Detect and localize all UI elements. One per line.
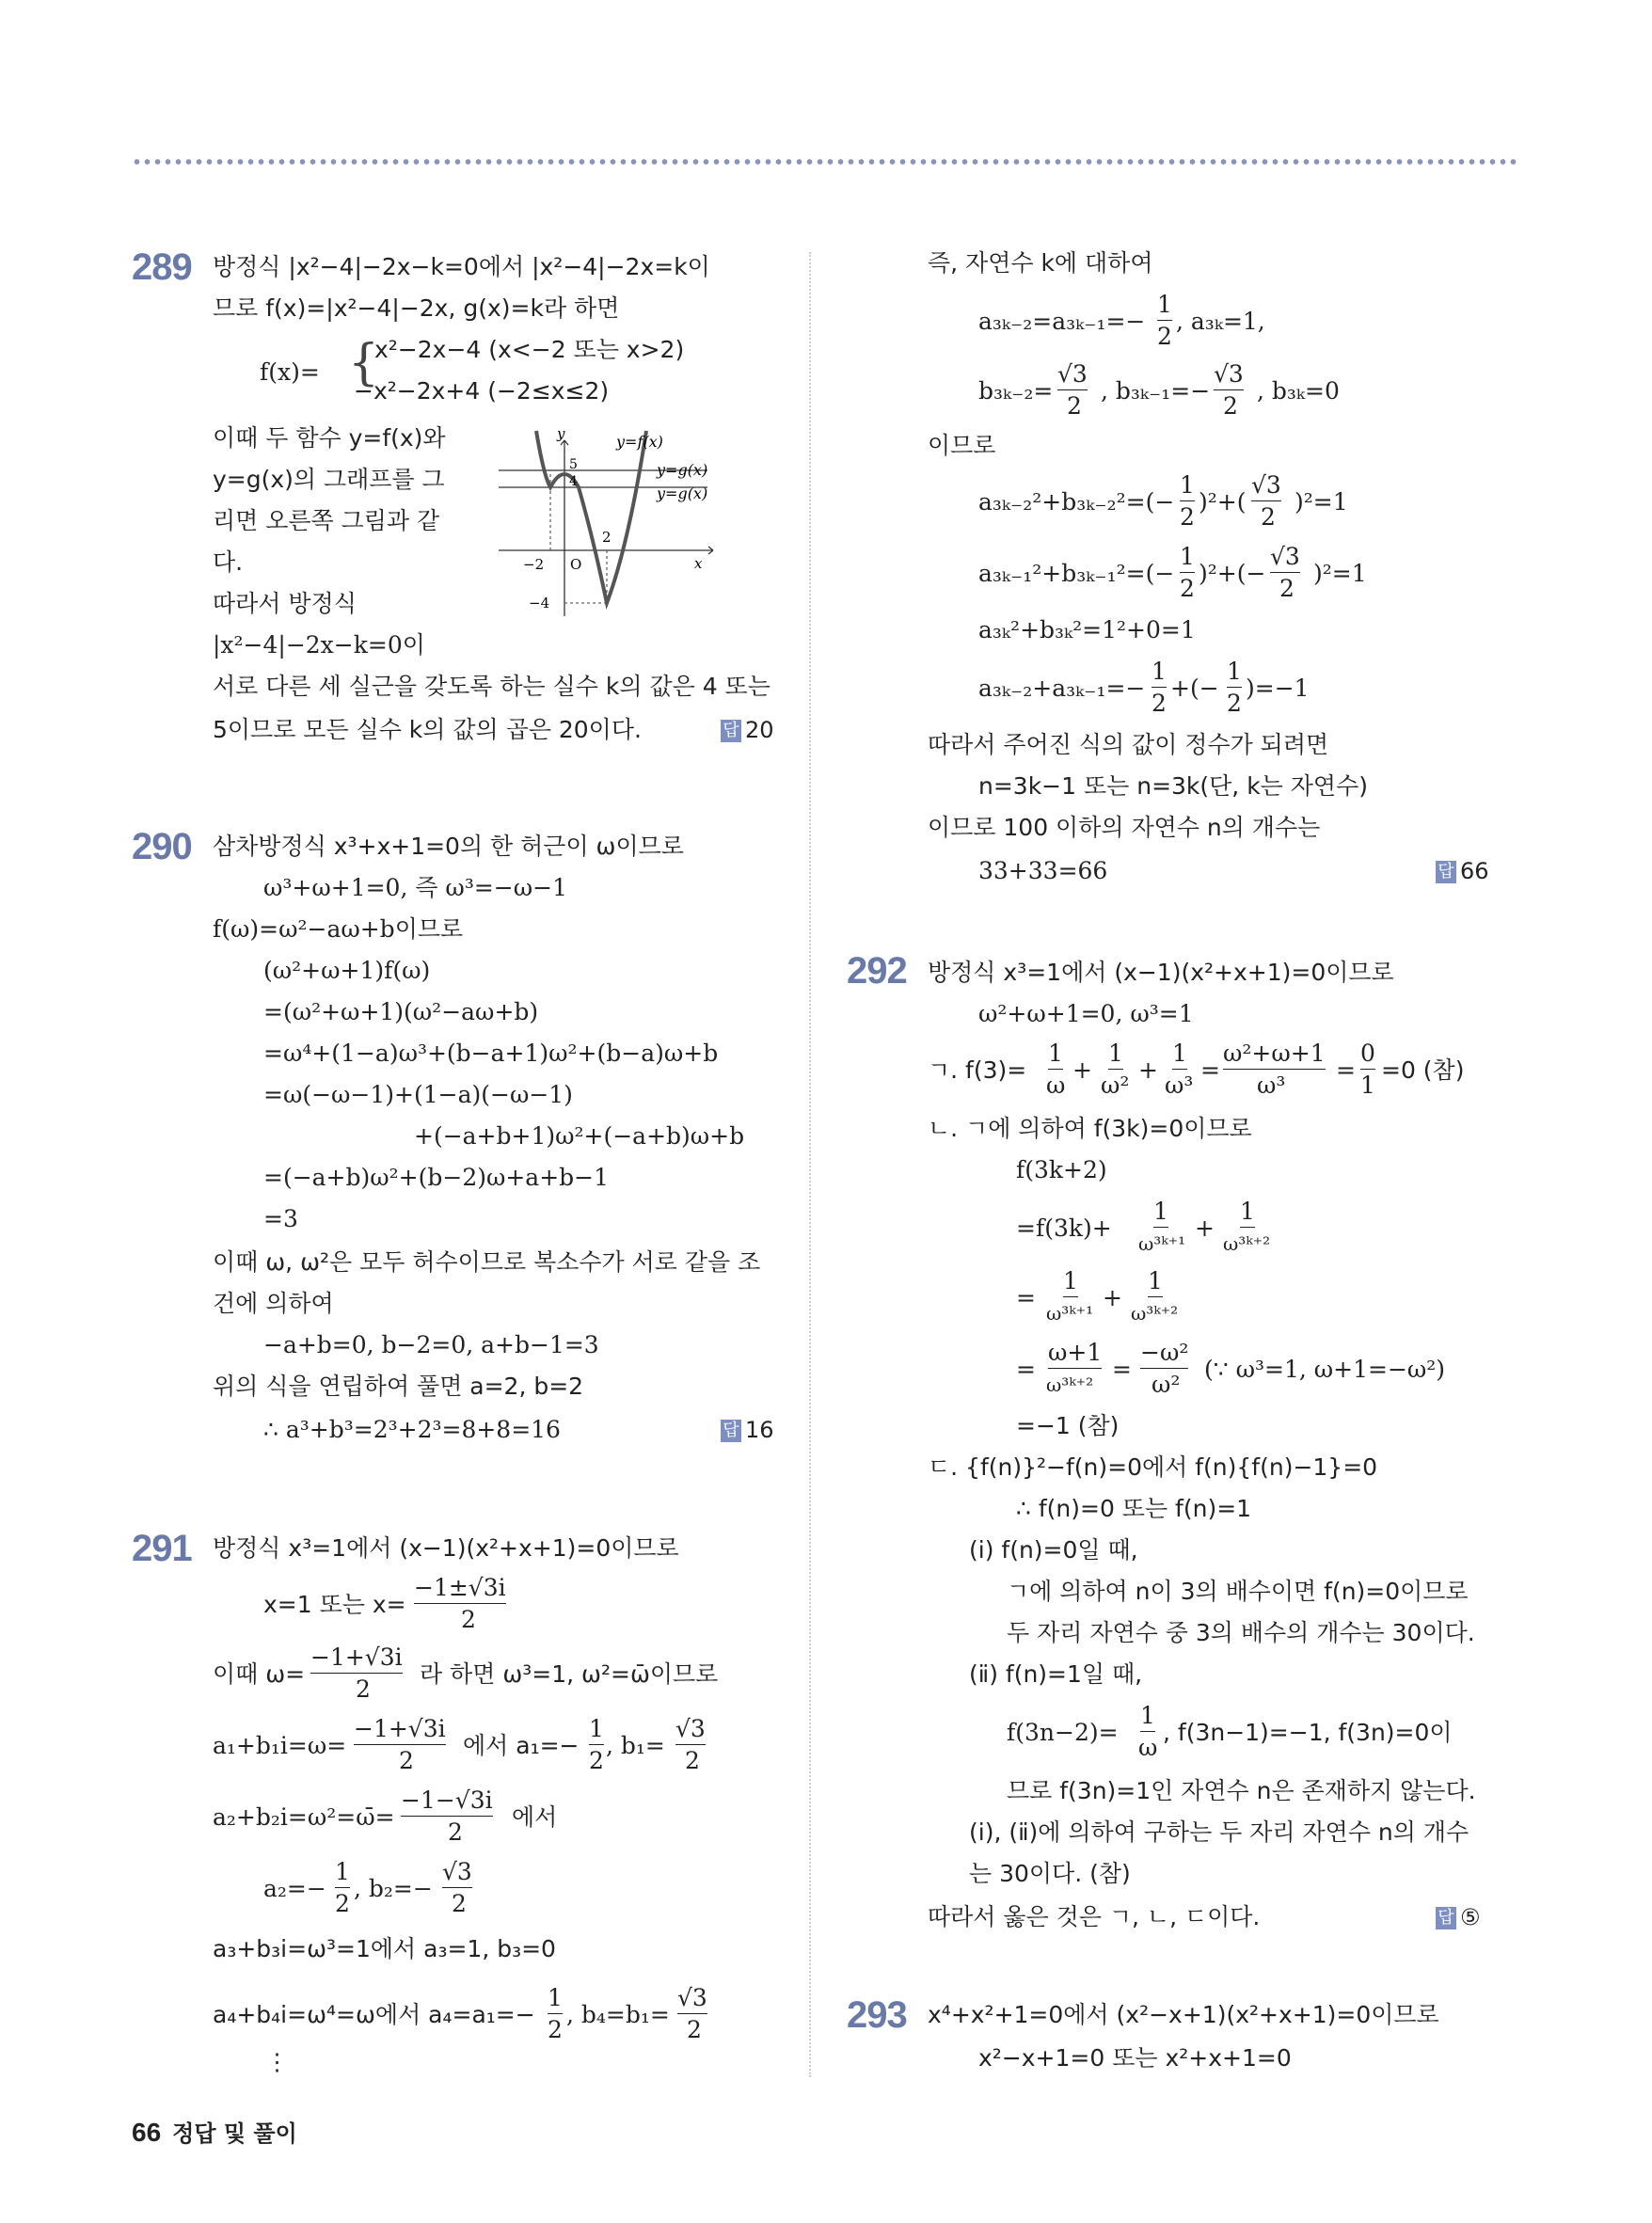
math-line: )²+(− <box>1199 560 1266 587</box>
answer-mark: 답 <box>721 1420 741 1442</box>
origin: O <box>570 556 582 573</box>
math-line: ω³+ω+1=0, 즉 ω³=−ω−1 <box>263 874 567 901</box>
math-line: a₂=− <box>263 1875 326 1902</box>
text-line: 는 30이다. (참) <box>969 1860 1131 1887</box>
math-line: a₃ₖ₋₂²+b₃ₖ₋₂²=(− <box>978 488 1175 516</box>
math-line: 라 하면 ω³=1, ω²=ω̄이므로 <box>420 1660 719 1688</box>
math-line: n=3k−1 또는 n=3k(단, k는 자연수) <box>978 772 1368 800</box>
frac-den: 2 <box>448 1818 463 1846</box>
math-line: ∴ a³+b³=2³+2³=8+8=16 <box>263 1416 561 1443</box>
math-line: 이때 ω= <box>213 1660 306 1688</box>
math-op: = <box>1200 1056 1220 1084</box>
math-op: = <box>1016 1356 1036 1383</box>
math-line: b₃ₖ₋₂= <box>978 377 1054 405</box>
math-line: 에서 <box>512 1803 558 1831</box>
text-line: (ⅰ), (ⅱ)에 의하여 구하는 두 자리 자연수 n의 개수 <box>969 1818 1469 1846</box>
math-line: (ⅱ) f(n)=1일 때, <box>969 1660 1143 1688</box>
text-line: 이때 두 함수 y=f(x)와 <box>213 424 446 452</box>
frac-den: 2 <box>1157 323 1172 350</box>
math-line: )²+( <box>1199 488 1247 516</box>
answer <box>721 1417 774 1443</box>
answer-value: ⑤ <box>1460 1904 1481 1930</box>
text-line: 위의 식을 연립하여 풀면 a=2, b=2 <box>213 1373 584 1400</box>
frac-num: 1 <box>335 1857 350 1888</box>
problem-number: 290 <box>132 826 192 867</box>
math-op: = <box>1336 1056 1356 1084</box>
math-line: (∵ ω³=1, ω+1=−ω²) <box>1204 1356 1446 1383</box>
math-line: f(3n−2)= <box>1007 1719 1119 1746</box>
frac-num: 1 <box>1157 290 1172 321</box>
text-line: ㄱ에 의하여 n이 3의 배수이면 f(n)=0이므로 <box>1007 1578 1469 1605</box>
text-line: 서로 다른 세 실근을 갖도록 하는 실수 k의 값은 4 또는 <box>213 673 770 700</box>
text-line: 5이므로 모든 실수 k의 값의 곱은 20이다. <box>213 716 642 743</box>
math-line: =ω(−ω−1)+(1−a)(−ω−1) <box>263 1081 573 1108</box>
text-line: 따라서 옳은 것은 ㄱ, ㄴ, ㄷ이다. <box>928 1903 1261 1930</box>
math-line: a₃ₖ²+b₃ₖ²=1²+0=1 <box>978 616 1196 643</box>
text-line: 삼차방정식 x³+x+1=0의 한 허근이 ω이므로 <box>213 833 684 860</box>
math-line: f(ω)=ω²−aω+b이므로 <box>213 915 464 943</box>
frac-den: 2 <box>1152 690 1167 717</box>
frac-den: ω³ <box>1257 1072 1286 1099</box>
math-line: x²−2x−4 (x<−2 또는 x>2) <box>374 336 685 363</box>
math-line: f(3k+2) <box>1016 1156 1107 1183</box>
frac-den: 2 <box>1180 575 1195 602</box>
frac-num: √3 <box>675 1714 706 1745</box>
text-line: 따라서 주어진 식의 값이 정수가 되려면 <box>928 731 1329 758</box>
frac-num: ω²+ω+1 <box>1223 1039 1326 1070</box>
math-op: + <box>1103 1284 1122 1311</box>
math-line: =ω⁴+(1−a)ω³+(b−a+1)ω²+(b−a)ω+b <box>263 1040 719 1067</box>
math-line: ㄷ. {f(n)}²−f(n)=0에서 f(n){f(n)−1}=0 <box>928 1453 1378 1481</box>
math-line: 33+33=66 <box>978 857 1108 884</box>
tick-minus-4: −4 <box>529 595 550 611</box>
brace: { <box>348 335 380 391</box>
frac-den: 2 <box>589 1747 604 1774</box>
math-line: |x²−4|−2x−k=0이 <box>213 631 425 659</box>
math-line: a₃ₖ₋₂+a₃ₖ₋₁=− <box>978 675 1146 702</box>
text-line: 므로 f(x)=|x²−4|−2x, g(x)=k라 하면 <box>213 294 620 322</box>
math-line: , f(3n−1)=−1, f(3n)=0이 <box>1163 1719 1453 1746</box>
frac-den: 2 <box>399 1747 414 1774</box>
frac-den: 2 <box>1223 392 1238 420</box>
frac-num: 1 <box>1140 1701 1155 1732</box>
frac-num: −1+√3i <box>310 1643 403 1674</box>
frac-num: √3 <box>1057 359 1088 390</box>
answer <box>1436 1904 1481 1930</box>
curve-f <box>536 431 646 603</box>
math-op: + <box>1138 1056 1158 1084</box>
problem-number: 292 <box>847 950 907 992</box>
frac-num: √3 <box>1214 359 1244 390</box>
math-line: −a+b=0, b−2=0, a+b−1=3 <box>263 1331 599 1358</box>
frac-num: ω+1 <box>1048 1338 1102 1369</box>
math-line: =(ω²+ω+1)(ω²−aω+b) <box>263 998 539 1025</box>
math-line: a₃ₖ₋₂=a₃ₖ₋₁=− <box>978 308 1146 335</box>
tick-5: 5 <box>569 457 578 472</box>
answer-mark: 답 <box>1436 1907 1456 1929</box>
frac-num: −1±√3i <box>414 1573 506 1604</box>
math-line: , b₄=b₁= <box>566 2001 670 2028</box>
math-line: ㄱ. f(3)= <box>928 1056 1027 1084</box>
text-line: 이므로 100 이하의 자연수 n의 개수는 <box>928 814 1321 841</box>
math-line: +(− <box>1170 675 1219 702</box>
y-label: y <box>557 425 565 442</box>
text-line: 이므로 <box>928 432 996 459</box>
text-line: 방정식 x³=1에서 (x−1)(x²+x+1)=0이므로 <box>213 1534 679 1562</box>
frac-num: 1 <box>1048 1039 1063 1070</box>
frac-num: √3 <box>1251 470 1281 501</box>
frac-num: −1+√3i <box>354 1714 446 1745</box>
f-label: y=f(x) <box>616 433 663 451</box>
math-line: =f(3k)+ <box>1016 1215 1112 1242</box>
math-line: x=1 또는 x= <box>263 1591 406 1618</box>
frac-num: √3 <box>677 1983 707 2014</box>
text-line: 따라서 방정식 <box>213 590 357 617</box>
frac-num: 1 <box>589 1714 604 1745</box>
frac-den: ω³ᵏ⁺² <box>1046 1373 1094 1396</box>
frac-den: 2 <box>1227 690 1242 717</box>
frac-num: 1 <box>1152 657 1167 688</box>
frac-den: ω² <box>1101 1072 1130 1099</box>
math-line: 에서 a₁=− <box>463 1732 580 1759</box>
frac-num: −ω² <box>1140 1338 1188 1369</box>
frac-den: 2 <box>687 2016 702 2043</box>
frac-num: 1 <box>1180 542 1195 573</box>
tick-2: 2 <box>602 529 612 546</box>
frac-den: 2 <box>1261 503 1276 531</box>
answer-value: 66 <box>1460 858 1489 884</box>
problem-number: 293 <box>847 1994 907 2036</box>
answer-mark: 답 <box>1436 861 1456 883</box>
graph-289 <box>499 423 715 621</box>
frac-den: 2 <box>461 1606 476 1633</box>
math-line: f(x)= <box>260 358 320 386</box>
page-footer <box>132 2115 297 2148</box>
frac-num: √3 <box>1270 542 1300 573</box>
math-line: a₁+b₁i=ω= <box>213 1732 347 1759</box>
frac-num: 1 <box>1180 470 1195 501</box>
text-line: 건에 의하여 <box>213 1290 334 1317</box>
math-op: = <box>1112 1356 1132 1383</box>
frac-den: ω³ <box>1165 1072 1194 1099</box>
text-line: 즉, 자연수 k에 대하여 <box>928 249 1153 277</box>
math-line: −x²−2x+4 (−2≤x≤2) <box>354 377 610 405</box>
frac-num: 1 <box>1172 1039 1187 1070</box>
math-line: =−1 (참) <box>1016 1412 1120 1439</box>
text-line: 이때 ω, ω²은 모두 허수이므로 복소수가 서로 같을 조 <box>213 1248 761 1276</box>
frac-num: 1 <box>1063 1266 1078 1297</box>
frac-den: 2 <box>1067 392 1082 420</box>
math-line: =3 <box>263 1205 298 1232</box>
math-line: )²=1 <box>1313 560 1367 587</box>
frac-den: ω³ᵏ⁺² <box>1223 1232 1271 1255</box>
frac-num: 1 <box>1148 1266 1163 1297</box>
page-label: 정답 및 풀이 <box>172 2120 297 2147</box>
math-line: ∴ f(n)=0 또는 f(n)=1 <box>1016 1495 1252 1522</box>
x-label: x <box>694 555 703 572</box>
math-op: + <box>1072 1056 1092 1084</box>
answer-value: 16 <box>745 1417 774 1443</box>
math-line: a₃+b₃i=ω³=1에서 a₃=1, b₃=0 <box>213 1935 556 1962</box>
frac-num: 1 <box>1227 657 1242 688</box>
frac-den: 2 <box>335 1890 350 1917</box>
vertical-ellipsis: ⋮ <box>265 2048 289 2075</box>
frac-den: 1 <box>1360 1072 1375 1099</box>
text-line: 리면 오른쪽 그림과 같 <box>213 507 440 534</box>
text-line: 다. <box>213 548 244 576</box>
frac-num: 1 <box>548 1983 563 2014</box>
frac-den: ω <box>1046 1072 1066 1099</box>
math-line: a₃ₖ₋₁²+b₃ₖ₋₁²=(− <box>978 560 1175 587</box>
text-line: 므로 f(3n)=1인 자연수 n은 존재하지 않는다. <box>1007 1777 1476 1804</box>
math-line: (ω²+ω+1)f(ω) <box>263 957 431 984</box>
frac-num: −1−√3i <box>401 1786 493 1817</box>
text-line: 방정식 x³=1에서 (x−1)(x²+x+1)=0이므로 <box>928 959 1394 986</box>
page-number: 66 <box>132 2118 162 2147</box>
math-line: )=−1 <box>1246 675 1310 702</box>
frac-den: 2 <box>452 1890 467 1917</box>
math-line: a₄+b₄i=ω⁴=ω에서 a₄=a₁=− <box>213 2001 535 2028</box>
frac-den: ω² <box>1152 1371 1181 1398</box>
text-line: 두 자리 자연수 중 3의 배수의 개수는 30이다. <box>1007 1619 1475 1646</box>
frac-den: 2 <box>1279 575 1295 602</box>
tick-4: 4 <box>569 474 578 489</box>
text-line: y=g(x)의 그래프를 그 <box>213 466 445 493</box>
column-divider <box>809 252 811 2077</box>
math-line: , b₃ₖ=0 <box>1257 377 1340 405</box>
frac-num: 1 <box>1108 1039 1123 1070</box>
problem-number: 289 <box>132 246 192 288</box>
frac-den: ω³ᵏ⁺¹ <box>1046 1302 1094 1325</box>
math-line: , b₃ₖ₋₁=− <box>1101 377 1211 405</box>
math-line: , b₁= <box>606 1732 665 1759</box>
g-label-2: y=g(x) <box>657 484 708 502</box>
frac-den: 2 <box>356 1675 371 1703</box>
frac-num: √3 <box>442 1857 472 1888</box>
answer-mark: 답 <box>721 720 741 742</box>
math-line: a₂+b₂i=ω²=ω̄= <box>213 1803 395 1831</box>
frac-den: ω <box>1138 1734 1158 1761</box>
frac-den: ω³ᵏ⁺¹ <box>1138 1232 1186 1255</box>
math-line: (ⅰ) f(n)=0일 때, <box>969 1536 1138 1564</box>
math-line: x²−x+1=0 또는 x²+x+1=0 <box>978 2044 1292 2072</box>
answer <box>1436 858 1489 884</box>
tick-minus-2: −2 <box>523 556 545 573</box>
text-line: ㄴ. ㄱ에 의하여 f(3k)=0이므로 <box>928 1115 1252 1142</box>
answer-value: 20 <box>745 717 774 743</box>
math-line: +(−a+b+1)ω²+(−a+b)ω+b <box>414 1122 745 1150</box>
math-line: =(−a+b)ω²+(b−2)ω+a+b−1 <box>263 1164 610 1191</box>
top-dotted-rule <box>132 158 1519 166</box>
frac-num: 1 <box>1153 1197 1168 1228</box>
frac-num: 1 <box>1240 1197 1255 1228</box>
math-line: , a₃ₖ=1, <box>1176 308 1265 335</box>
math-line: ω²+ω+1=0, ω³=1 <box>978 1000 1194 1027</box>
math-op: = <box>1016 1284 1036 1311</box>
frac-den: 2 <box>1180 503 1195 531</box>
g-label-1: y=g(x) <box>657 461 708 479</box>
math-line: )²=1 <box>1295 488 1348 516</box>
math-op: + <box>1195 1215 1215 1242</box>
problem-number: 291 <box>132 1528 192 1569</box>
frac-num: 0 <box>1360 1039 1375 1070</box>
frac-den: 2 <box>548 2016 563 2043</box>
frac-den: ω³ᵏ⁺² <box>1131 1302 1179 1325</box>
math-line: , b₂=− <box>354 1875 433 1902</box>
frac-den: 2 <box>685 1747 700 1774</box>
text-line: 방정식 |x²−4|−2x−k=0에서 |x²−4|−2x=k이 <box>213 253 710 280</box>
math-line: =0 (참) <box>1381 1056 1465 1084</box>
math-line: x⁴+x²+1=0에서 (x²−x+1)(x²+x+1)=0이므로 <box>928 2001 1439 2028</box>
answer <box>721 717 774 743</box>
